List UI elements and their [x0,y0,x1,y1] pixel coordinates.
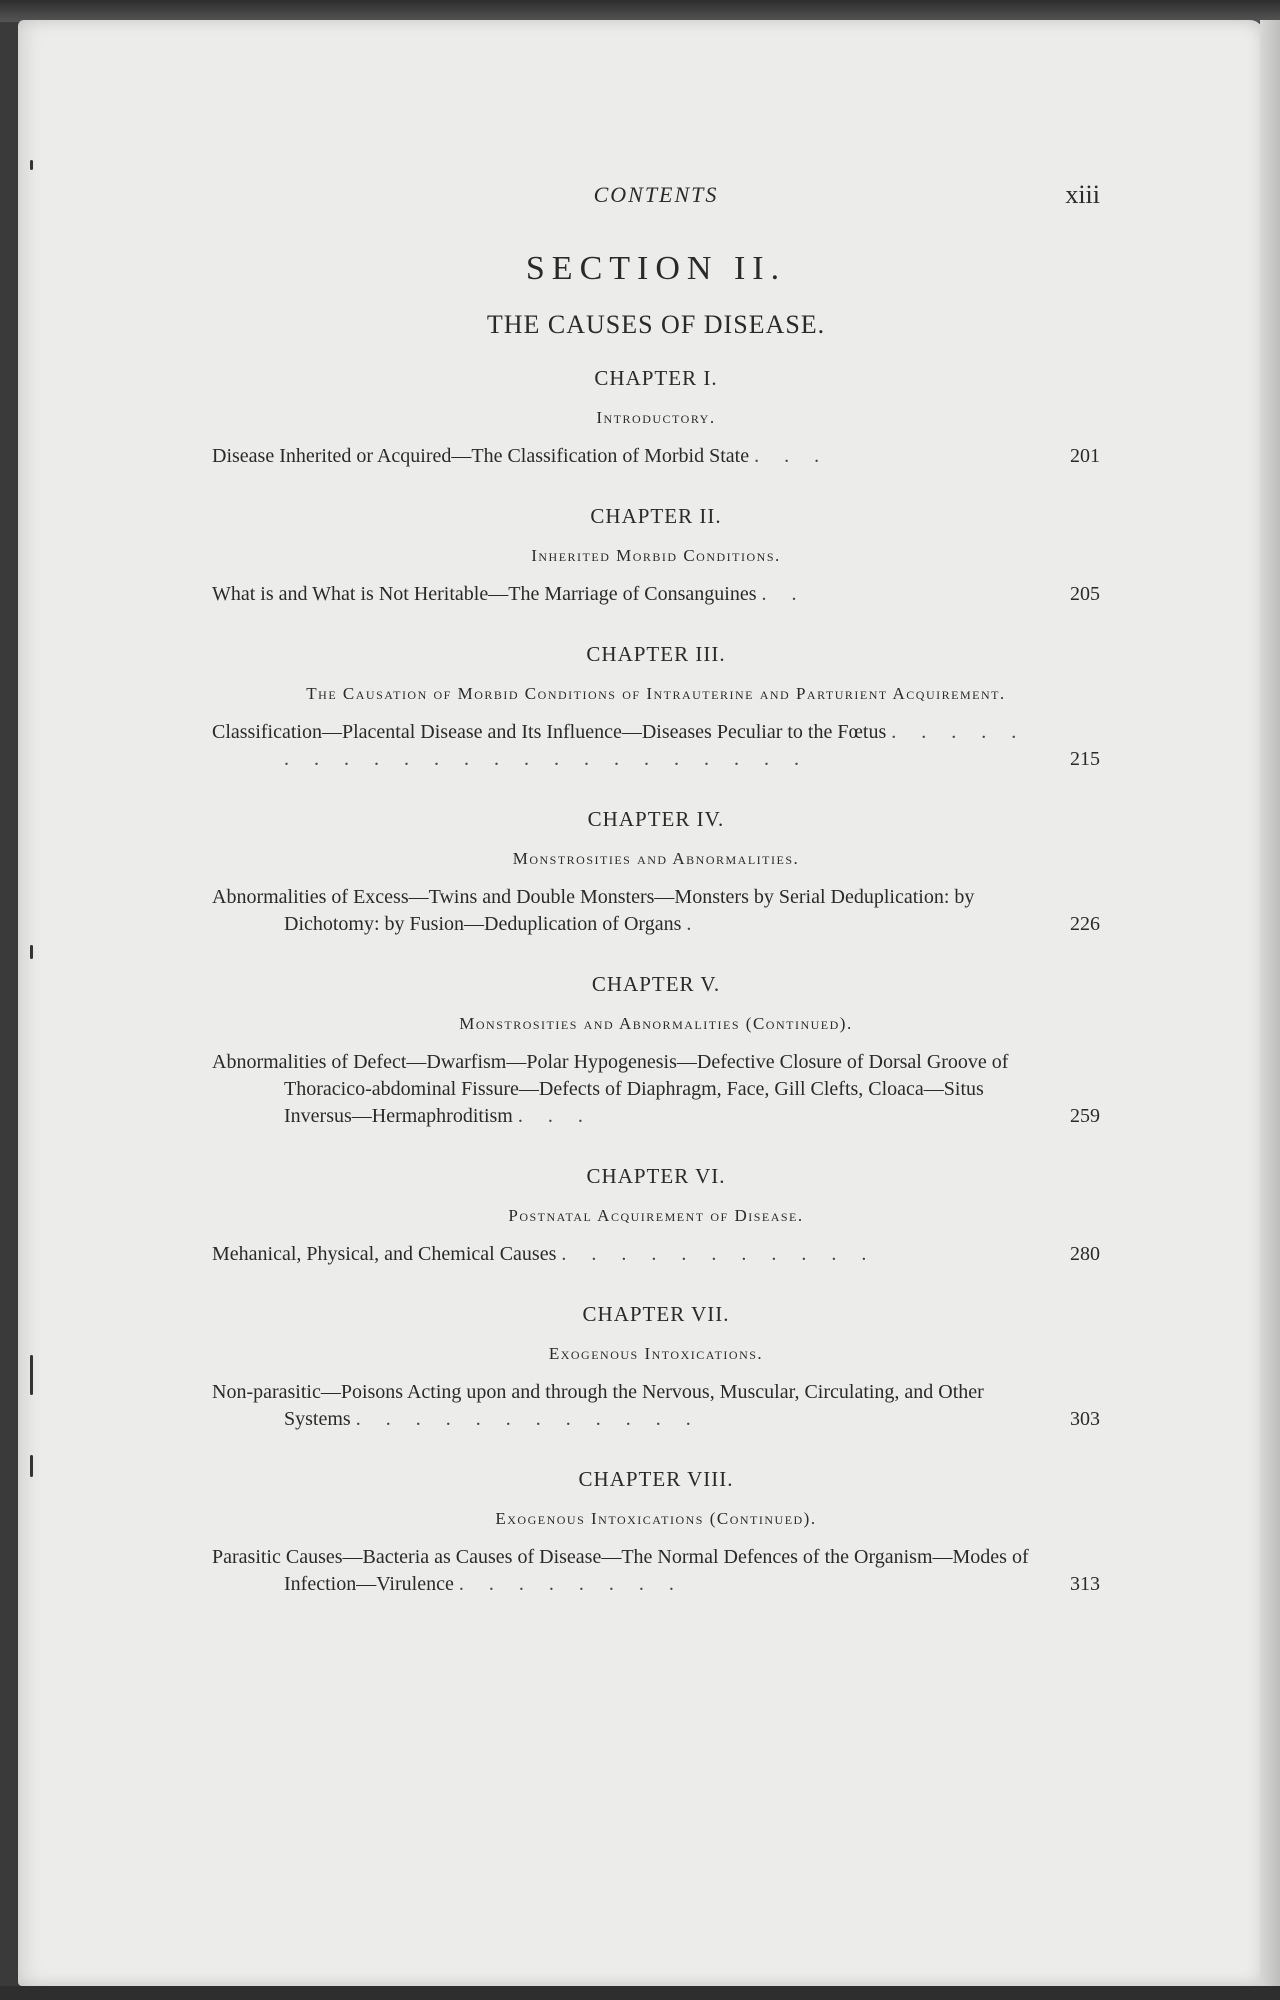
chapter-8 [212,1467,1100,1598]
contents-page [212,170,1100,1598]
chapter-title: Introductory. [596,408,716,427]
margin-mark [30,160,33,170]
toc-entry[interactable] [212,581,1100,608]
chapter-heading: CHAPTER III. [586,642,726,666]
toc-entry[interactable] [212,884,1100,938]
chapter-6 [212,1164,1100,1268]
chapter-heading: CHAPTER II. [590,504,722,528]
chapter-heading: CHAPTER VI. [586,1164,726,1188]
scan-bottom-edge [0,1986,1280,2000]
entry-text: What is and What is Not Heritable—The Marriage of Consanguines [212,583,757,605]
dot-leaders: . . . . . . . . . . . . [355,1408,701,1430]
dot-leaders: . [686,913,702,935]
entry-text: Parasitic Causes—Bacteria as Causes of Disease—The Normal Defences of the Organism—Modes of Infection—Virulence [212,1546,1029,1595]
running-head [212,170,1100,210]
chapter-4 [212,807,1100,938]
running-title: CONTENTS [593,182,719,207]
margin-mark [30,945,33,959]
chapter-3 [212,642,1100,773]
chapter-1 [212,366,1100,470]
toc-entry[interactable] [212,1379,1100,1433]
section-subtitle: THE CAUSES OF DISEASE. [486,310,826,339]
toc-entry[interactable] [212,1544,1100,1598]
entry-page-number: 205 [1070,583,1100,605]
chapter-title: Monstrosities and Abnormalities. [512,849,800,868]
dot-leaders: . . . . . . . . . . . [561,1243,877,1265]
toc-entry[interactable] [212,443,1100,470]
entry-text: Mehanical, Physical, and Chemical Causes [212,1243,557,1265]
dot-leaders: . . . [754,445,830,467]
entry-text: Abnormalities of Defect—Dwarfism—Polar Hypogenesis—Defective Closure of Dorsal Groove of Thoracico-abdominal Fissure—Defects of Diaphragm, Face, Gill Clefts, Cloaca—Situs Inversus—Hermaphroditism [212,1051,1009,1127]
chapter-heading: CHAPTER I. [594,366,718,390]
entry-page-number: 280 [1070,1243,1100,1265]
entry-text: Abnormalities of Excess—Twins and Double Monsters—Monsters by Serial Deduplication: by Dichotomy: by Fusion—Deduplication of Organs [212,886,975,935]
dot-leaders: . . . [517,1105,593,1127]
dot-leaders: . . [761,583,807,605]
entry-page-number: 303 [1070,1408,1100,1430]
entry-text: Non-parasitic—Poisons Acting upon and through the Nervous, Muscular, Circulating, and Other Systems [212,1381,984,1430]
chapter-2 [212,504,1100,608]
chapter-title: The Causation of Morbid Conditions of Intrauterine and Parturient Acquirement. [306,684,1006,703]
chapter-heading: CHAPTER V. [591,972,721,996]
page-right-edge [1260,20,1280,1986]
page-number: xiii [1065,180,1100,209]
chapter-heading: CHAPTER VIII. [578,1467,734,1491]
margin-mark [30,1455,33,1477]
dot-leaders: . . . . . . . . . . . . . . . . . . . . . . . [284,721,1027,770]
chapter-heading: CHAPTER IV. [587,807,725,831]
entry-text: Classification—Placental Disease and Its Influence—Diseases Peculiar to the Fœtus [212,721,887,743]
toc-entry[interactable] [212,1241,1100,1268]
chapter-5 [212,972,1100,1130]
entry-page-number: 215 [1070,748,1100,770]
entry-page-number: 313 [1070,1573,1100,1595]
margin-mark [30,1355,33,1395]
chapter-title: Exogenous Intoxications. [548,1344,764,1363]
chapter-title: Postnatal Acquirement of Disease. [508,1206,804,1225]
section-title: SECTION II. [525,250,787,287]
chapter-7 [212,1302,1100,1433]
toc-entry[interactable] [212,719,1100,773]
entry-text: Disease Inherited or Acquired—The Classification of Morbid State [212,445,750,467]
chapter-heading: CHAPTER VII. [582,1302,730,1326]
chapter-title: Exogenous Intoxications (Continued). [495,1509,817,1528]
chapter-title: Inherited Morbid Conditions. [531,546,781,565]
entry-page-number: 259 [1070,1105,1100,1127]
chapter-title: Monstrosities and Abnormalities (Continued). [459,1014,853,1033]
scan-top-edge [0,0,1280,22]
entry-page-number: 201 [1070,445,1100,467]
entry-page-number: 226 [1070,913,1100,935]
toc-entry[interactable] [212,1049,1100,1130]
dot-leaders: . . . . . . . . [458,1573,684,1595]
